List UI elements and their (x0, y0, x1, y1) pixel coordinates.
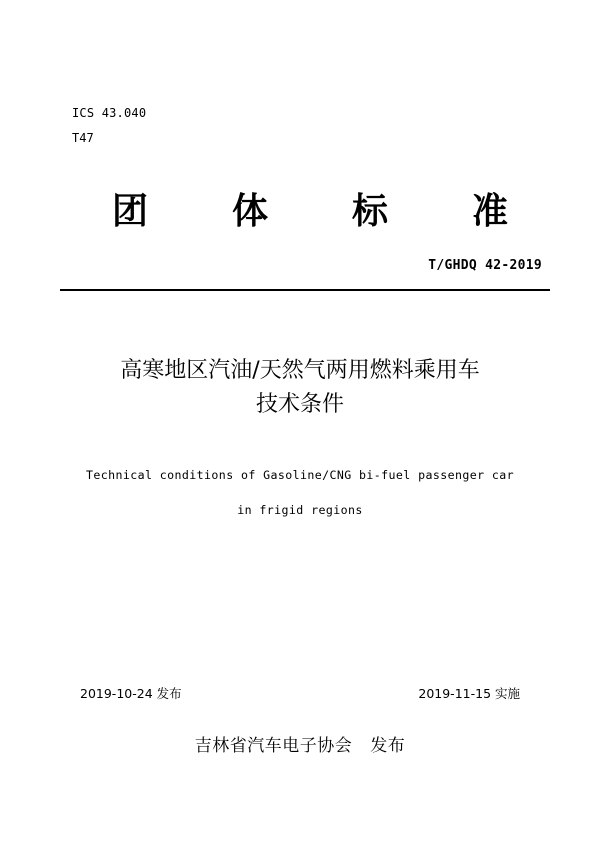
ics-code: ICS 43.040 (72, 106, 147, 120)
ccs-code: T47 (72, 131, 94, 145)
standard-type-char: 标 (351, 191, 388, 232)
publisher-line (0, 731, 600, 756)
standard-number: T/GHDQ 42-2019 (428, 258, 542, 273)
standard-type-heading (100, 190, 520, 234)
standard-type-char: 体 (231, 191, 268, 232)
english-title-line-1: Technical conditions of Gasoline/CNG bi-fuel passenger car (85, 468, 515, 482)
publisher-action: 发布 (370, 736, 406, 756)
header-divider (60, 289, 550, 291)
publisher-org: 吉林省汽车电子协会 (194, 736, 353, 756)
publish-date: 2019-10-24 发布 (80, 686, 182, 701)
english-title-line-2: in frigid regions (237, 503, 363, 517)
standard-type-char: 团 (111, 191, 148, 232)
standard-type-char: 准 (471, 191, 508, 232)
implement-date: 2019-11-15 实施 (418, 686, 520, 701)
chinese-title-line-2: 技术条件 (255, 392, 344, 417)
chinese-title-line-1: 高寒地区汽油/天然气两用燃料乘用车 (120, 358, 480, 383)
